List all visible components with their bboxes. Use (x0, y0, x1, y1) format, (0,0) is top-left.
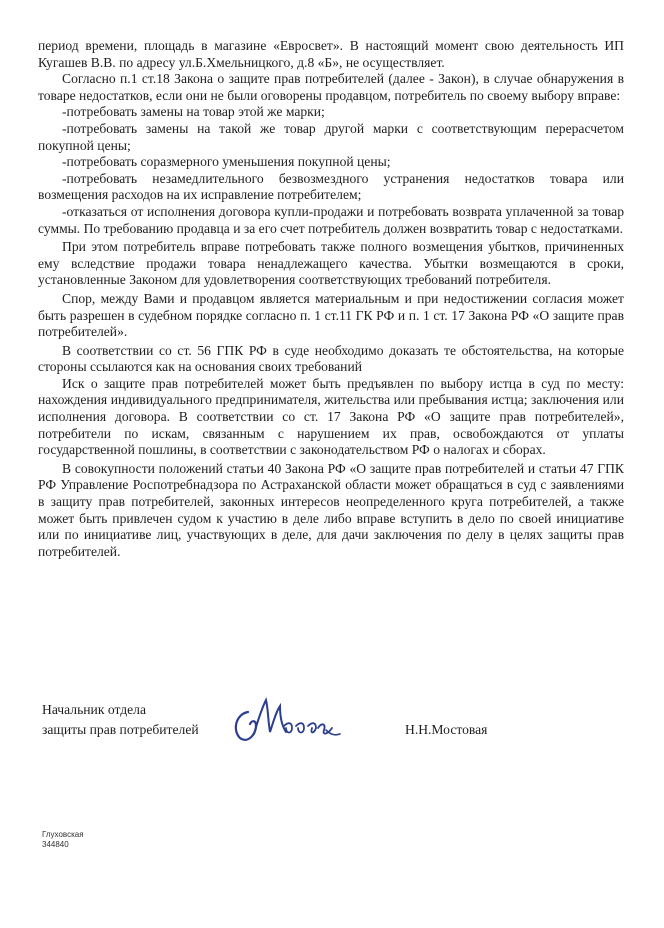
list-item-repair: -потребовать незамедлительного безвозмездного устранения недостатков товара или возмещения расходов на их исправление потребителем; (38, 170, 624, 203)
paragraph-jurisdiction: Иск о защите прав потребителей может быть предъявлен по выбору истца в суд по месту: нахождения индивидуального предпринимателя, жительства или пребывания истца; заключения или исполнения договора. В соответствии со ст. 17 Закона РФ «О защите прав потребителей», потребители по искам, связанным с нарушением их прав, освобождаются от уплаты государственной пошлины, в соответствии с законодательством РФ о налогах и сборах. (38, 375, 624, 458)
paragraph-rospotrebnadzor: В совокупности положений статьи 40 Закона РФ «О защите прав потребителей и статьи 47 ГПК РФ Управление Роспотребнадзора по Астраханской области может обращаться в суд с заявлениями в защиту прав потребителей, законных интересов неопределенного круга потребителей, а также может быть привлечен судом к участию в деле либо вправе вступить в дело по своей инициативе или по инициативе лиц, участвующих в деле, для дачи заключения по делу в целях защиты прав потребителей. (38, 460, 624, 559)
position-line-1: Начальник отдела (42, 702, 146, 717)
paragraph-evidence: В соответствии со ст. 56 ГПК РФ в суде необходимо доказать те обстоятельства, на которые стороны ссылаются как на основания своих требований (38, 342, 624, 375)
list-item-refund: -отказаться от исполнения договора купли-продажи и потребовать возврата уплаченной за товар суммы. По требованию продавца и за его счет потребитель должен возвратить товар с недостатками. (38, 203, 624, 236)
executor-name: Глуховская (42, 830, 84, 839)
paragraph-intro: период времени, площадь в магазине «Евросвет». В настоящий момент свою деятельность ИП Кугашев В.В. по адресу ул.Б.Хмельницкого, д.8 «Б», не осуществляет. (38, 38, 624, 70)
paragraph-dispute: Спор, между Вами и продавцом является материальным и при недостижении согласия может быть разрешен в судебном порядке согласно п. 1 ст.11 ГК РФ и п. 1 ст. 17 Закона РФ «О защите прав потребителей». (38, 290, 624, 340)
list-item-price-reduction: -потребовать соразмерного уменьшения покупной цены; (62, 154, 391, 170)
executor-phone: 344840 (42, 840, 69, 849)
handwritten-signature (226, 690, 356, 750)
paragraph-damages: При этом потребитель вправе потребовать также полного возмещения убытков, причиненных ему вследствие продажи товара ненадлежащего качества. Убытки возмещаются в сроки, установленные Законом для удовлетворения соответствующих требований потребителя. (38, 239, 624, 288)
signatory-position (42, 700, 199, 740)
position-line-2: защиты прав потребителей (42, 722, 199, 737)
list-item-same-brand: -потребовать замены на товар этой же марки; (62, 104, 325, 120)
executor-note (42, 830, 84, 850)
list-item-other-brand: -потребовать замены на такой же товар другой марки с соответствующим перерасчетом покупной цены; (38, 120, 624, 153)
letter-body (38, 38, 624, 560)
signatory-name: Н.Н.Мостовая (405, 722, 488, 737)
paragraph-law-article-18: Согласно п.1 ст.18 Закона о защите прав потребителей (далее - Закон), в случае обнаружения в товаре недостатков, если они не были оговорены продавцом, потребитель по своему выбору вправе: (38, 71, 624, 103)
